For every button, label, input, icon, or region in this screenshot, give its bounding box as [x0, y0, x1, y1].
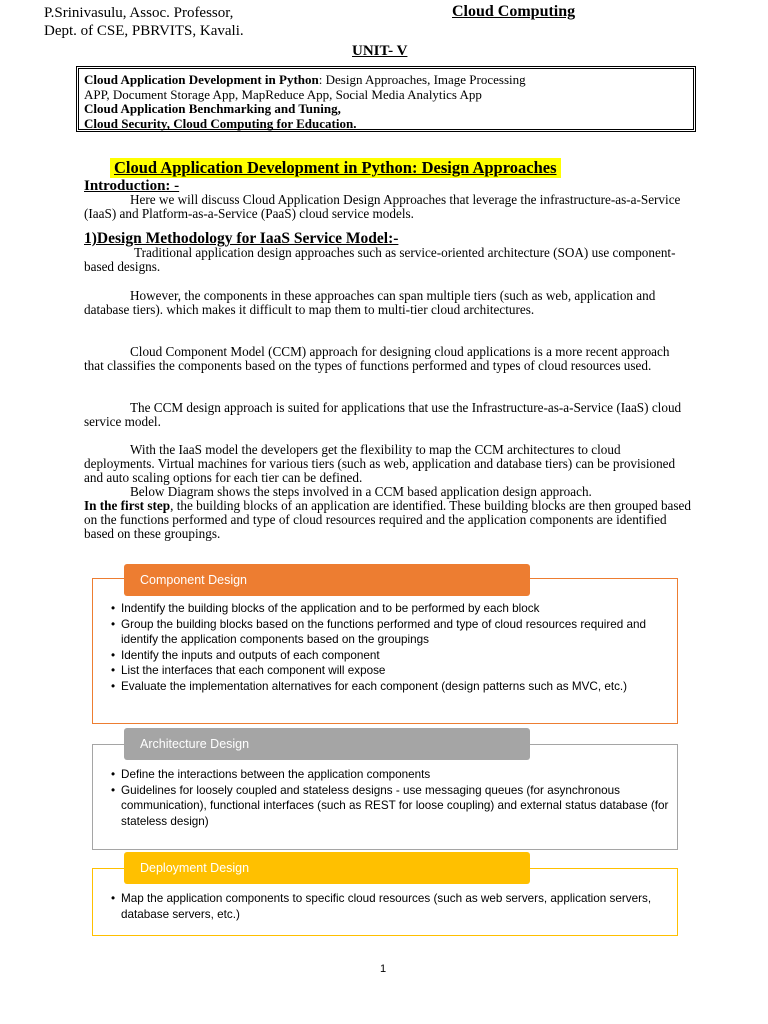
component-design-tab: Component Design	[124, 564, 530, 596]
component-bullet-2: • Group the building blocks based on the functions performed and type of cloud resources required and identify the application components based on the groupings	[111, 617, 671, 648]
topics-line-4: Cloud Security, Cloud Computing for Education.	[84, 115, 357, 131]
architecture-bullet-1: • Define the interactions between the application components	[111, 767, 671, 783]
topics-line-3: Cloud Application Benchmarking and Tuning,	[84, 101, 341, 116]
topics-line-1-bold: Cloud Application Development in Python	[84, 72, 319, 87]
topics-line-1-rest: : Design Approaches, Image Processing	[318, 72, 526, 87]
author-line-1: P.Srinivasulu, Assoc. Professor,	[44, 5, 234, 21]
architecture-bullet-2: • Guidelines for loosely coupled and stateless designs - use messaging queues (for asynchronous communication), functional interfaces (such as REST for loose coupling) and external status database (for stateless design)	[111, 783, 671, 830]
deployment-design-tab: Deployment Design	[124, 852, 530, 884]
paragraph-7	[84, 499, 692, 542]
intro-heading: Introduction: -	[84, 178, 180, 194]
paragraph-4: The CCM design approach is suited for applications that use the Infrastructure-as-a-Service (IaaS) cloud service model.	[84, 400, 682, 430]
component-bullet-5: • Evaluate the implementation alternatives for each component (design patterns such as MVC, etc.)	[111, 679, 671, 695]
component-design-bullets	[111, 601, 671, 694]
paragraph-7-rest: , the building blocks of an application are identified. These building blocks are then grouped based on the functions performed and type of cloud resources required and the application components are identified based on these groupings.	[84, 498, 691, 542]
unit-title: UNIT- V	[352, 43, 408, 59]
topics-line-2: APP, Document Storage App, MapReduce App, Social Media Analytics App	[84, 86, 482, 102]
intro-text: Here we will discuss Cloud Application Design Approaches that leverage the infrastructure-as-a-Service (IaaS) and Platform-as-a-Service (PaaS) cloud service models.	[84, 192, 681, 222]
component-bullet-3: • Identify the inputs and outputs of each component	[111, 648, 671, 664]
paragraph-5: With the IaaS model the developers get the flexibility to map the CCM architectures to cloud deployments. Virtual machines for various tiers (such as web, application and database tiers) can be provisioned and auto scaling options for each tier can be defined.	[84, 442, 676, 486]
architecture-design-bullets	[111, 767, 671, 829]
component-design-panel	[92, 578, 678, 724]
component-bullet-4: • List the interfaces that each component will expose	[111, 663, 671, 679]
course-title: Cloud Computing	[452, 3, 576, 20]
page-number: 1	[380, 963, 387, 975]
topics-box	[76, 66, 696, 132]
topics-line-1	[84, 73, 688, 88]
ccm-design-diagram	[84, 550, 692, 946]
paragraph-2: However, the components in these approaches can span multiple tiers (such as web, application and database tiers). which makes it difficult to map them to multi-tier cloud architectures.	[84, 288, 656, 318]
paragraph-7-bold: In the first step	[84, 498, 171, 513]
deployment-bullet-1: • Map the application components to specific cloud resources (such as web servers, application servers, database servers, etc.)	[111, 891, 671, 922]
architecture-design-tab: Architecture Design	[124, 728, 530, 760]
paragraph-3: Cloud Component Model (CCM) approach for designing cloud applications is a more recent approach that classifies the components based on the types of functions performed and types of cloud resources used.	[84, 344, 670, 374]
paragraph-6: Below Diagram shows the steps involved in a CCM based application design approach.	[130, 484, 592, 499]
component-bullet-1: • Indentify the building blocks of the application and to be performed by each block	[111, 601, 671, 617]
author-line-2: Dept. of CSE, PBRVITS, Kavali.	[44, 23, 244, 39]
section-title: Cloud Application Development in Python: Design Approaches	[110, 158, 561, 178]
design-methodology-heading: 1)Design Methodology for IaaS Service Model:-	[84, 230, 399, 247]
paragraph-1: Traditional application design approaches such as service-oriented architecture (SOA) use component-based designs.	[84, 245, 676, 275]
deployment-design-bullets	[111, 891, 671, 922]
